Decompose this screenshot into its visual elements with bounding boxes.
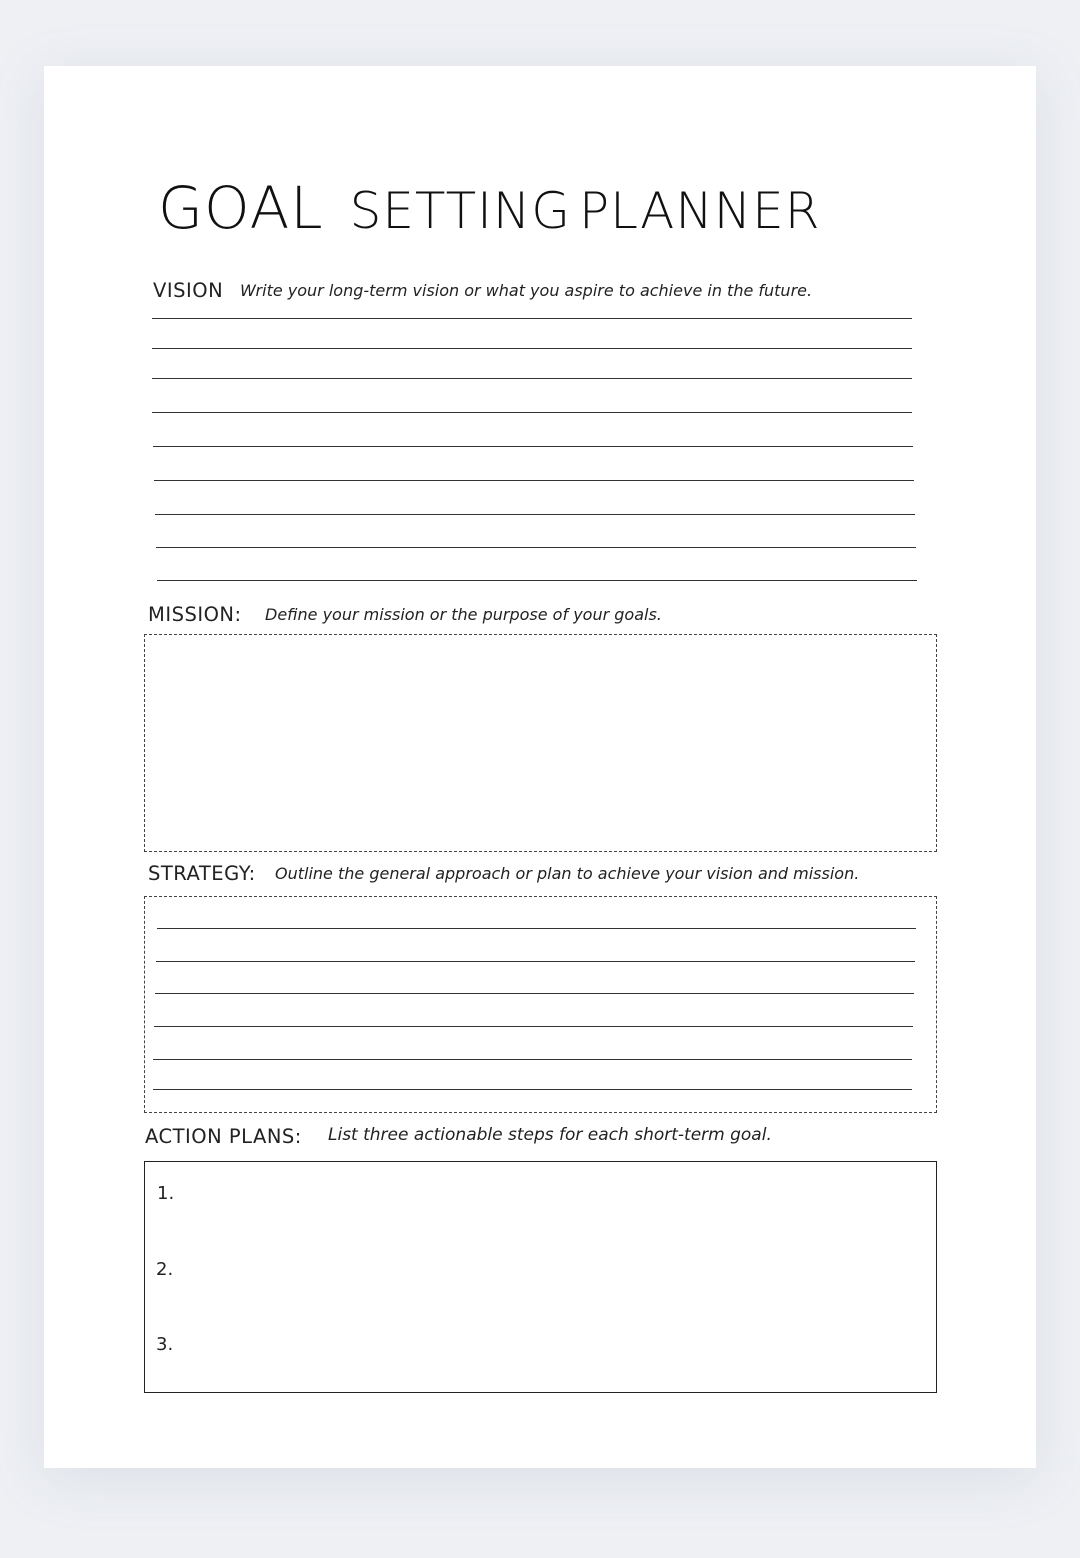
title-word-planner: PLANNER <box>579 182 821 240</box>
action-plans-hint: List three actionable steps for each short-term goal. <box>328 1125 772 1145</box>
strategy-writing-line[interactable] <box>153 1089 912 1090</box>
vision-writing-line[interactable] <box>152 348 912 349</box>
vision-writing-line[interactable] <box>157 580 917 581</box>
title-word-setting: SETTING <box>349 182 572 240</box>
strategy-writing-line[interactable] <box>157 928 916 929</box>
vision-writing-line[interactable] <box>152 412 912 413</box>
action-step-number: 2. <box>156 1259 174 1280</box>
action-plans-box[interactable] <box>144 1161 937 1393</box>
strategy-label: STRATEGY: <box>148 862 256 885</box>
title-word-goal: GOAL <box>158 174 324 242</box>
strategy-hint: Outline the general approach or plan to achieve your vision and mission. <box>275 864 860 883</box>
action-plans-label: ACTION PLANS: <box>145 1125 302 1148</box>
vision-writing-line[interactable] <box>152 318 912 319</box>
vision-writing-line[interactable] <box>153 446 913 447</box>
vision-hint: Write your long-term vision or what you aspire to achieve in the future. <box>240 281 813 300</box>
mission-hint: Define your mission or the purpose of your goals. <box>265 605 662 624</box>
vision-writing-line[interactable] <box>156 547 916 548</box>
page-title <box>158 168 821 251</box>
mission-label: MISSION: <box>148 603 242 626</box>
strategy-writing-line[interactable] <box>155 993 914 994</box>
action-step-number: 3. <box>156 1334 174 1355</box>
vision-label: VISION <box>153 279 224 302</box>
strategy-writing-line[interactable] <box>153 1059 912 1060</box>
action-step-number: 1. <box>157 1183 175 1204</box>
vision-writing-line[interactable] <box>154 480 914 481</box>
mission-box[interactable] <box>144 634 937 852</box>
strategy-writing-line[interactable] <box>156 961 915 962</box>
vision-writing-line[interactable] <box>155 514 915 515</box>
vision-writing-line[interactable] <box>152 378 912 379</box>
strategy-writing-line[interactable] <box>154 1026 913 1027</box>
